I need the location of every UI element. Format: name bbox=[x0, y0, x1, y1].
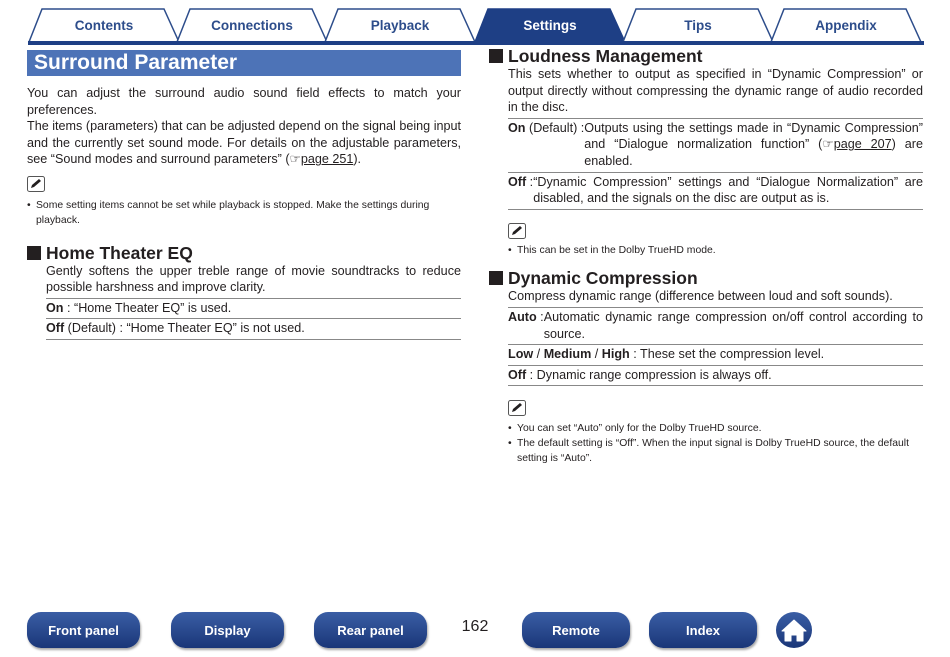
note-text: The default setting is “Off”. When the input signal is Dolby TrueHD source, the default setting is “Auto”. bbox=[517, 437, 909, 464]
tab-bar bbox=[28, 8, 924, 44]
note-item bbox=[508, 436, 923, 466]
option-label: Off bbox=[508, 174, 527, 189]
section-title: Home Theater EQ bbox=[46, 242, 193, 263]
tab-label: Playback bbox=[370, 18, 430, 33]
option-row-auto bbox=[508, 307, 923, 345]
index-button[interactable]: Index bbox=[649, 612, 757, 648]
tab-appendix[interactable] bbox=[770, 8, 922, 42]
rear-panel-button[interactable]: Rear panel bbox=[314, 612, 427, 648]
square-bullet-icon bbox=[489, 271, 503, 285]
section-description: Gently softens the upper treble range of movie soundtracks to reduce possible harshness and improve clarity. bbox=[46, 263, 461, 295]
section-title: Loudness Management bbox=[508, 46, 703, 66]
square-bullet-icon bbox=[27, 246, 41, 260]
page-number: 162 bbox=[461, 618, 489, 635]
tab-label: Appendix bbox=[815, 18, 877, 33]
section-description: Compress dynamic range (difference between loud and soft sounds). bbox=[508, 289, 893, 304]
intro-paragraph-1: You can adjust the surround audio sound field effects to match your preferences. bbox=[27, 86, 461, 117]
memo-pencil-icon bbox=[27, 176, 45, 192]
tab-label: Connections bbox=[211, 18, 293, 33]
option-text bbox=[584, 120, 923, 170]
tab-playback[interactable] bbox=[324, 8, 476, 42]
slash: / bbox=[533, 347, 544, 362]
section-body bbox=[489, 288, 923, 466]
section-heading-loudness-management bbox=[489, 46, 923, 66]
option-row-levels bbox=[508, 345, 923, 366]
tab-label: Tips bbox=[684, 18, 712, 33]
option-text: (Default) : “Home Theater EQ” is not used. bbox=[64, 321, 305, 336]
display-button[interactable]: Display bbox=[171, 612, 284, 648]
note-text: This can be set in the Dolby TrueHD mode. bbox=[517, 245, 716, 257]
note-item bbox=[508, 243, 923, 258]
option-text: : These set the compression level. bbox=[629, 347, 825, 362]
bullet: • bbox=[27, 199, 31, 211]
intro-text-end: ). bbox=[353, 152, 362, 167]
remote-button[interactable]: Remote bbox=[522, 612, 630, 648]
option-label-medium: Medium bbox=[543, 347, 592, 362]
page-link-207[interactable]: page 207 bbox=[833, 137, 892, 152]
note-item bbox=[27, 198, 461, 228]
bullet: • bbox=[508, 245, 512, 257]
option-label: On bbox=[46, 300, 64, 315]
option-text: Automatic dynamic range compression on/off control according to source. bbox=[543, 309, 923, 341]
option-sep: : bbox=[526, 174, 534, 189]
tab-underline bbox=[28, 41, 924, 45]
option-label-low: Low bbox=[508, 347, 534, 362]
option-row-off bbox=[508, 366, 923, 387]
bullet: • bbox=[508, 422, 512, 434]
note-item bbox=[508, 421, 923, 436]
page-title: Surround Parameter bbox=[27, 50, 461, 76]
tab-label: Contents bbox=[74, 18, 134, 33]
option-text-b: ) are enabled. bbox=[584, 137, 924, 168]
home-icon[interactable] bbox=[774, 611, 814, 649]
section-heading-home-theater-eq bbox=[27, 243, 461, 263]
option-text: : Dynamic range compression is always off. bbox=[526, 367, 772, 382]
memo-pencil-icon bbox=[508, 223, 526, 239]
option-sep: : bbox=[536, 309, 544, 324]
pointer-hand-icon: ☞ bbox=[289, 152, 301, 167]
option-label-group bbox=[508, 174, 533, 207]
section-heading-dynamic-compression bbox=[489, 268, 923, 288]
tab-settings[interactable] bbox=[474, 8, 626, 42]
slash: / bbox=[591, 347, 602, 362]
note-text: You can set “Auto” only for the Dolby TrueHD source. bbox=[517, 422, 762, 434]
option-text: : “Home Theater EQ” is used. bbox=[63, 300, 232, 315]
bullet: • bbox=[508, 437, 512, 449]
option-row-off bbox=[46, 319, 461, 340]
option-text: “Dynamic Compression” settings and “Dialogue Normalization” are disabled, and the signals on the disc are output as is. bbox=[533, 174, 923, 206]
right-column bbox=[489, 46, 923, 466]
note-block bbox=[489, 210, 923, 259]
intro-paragraph-2 bbox=[27, 118, 461, 168]
option-row-on bbox=[508, 118, 923, 173]
option-label-group bbox=[508, 120, 584, 170]
option-label-group bbox=[508, 309, 544, 342]
tab-contents[interactable] bbox=[28, 8, 180, 42]
option-label: Off bbox=[508, 367, 527, 382]
option-label: Off bbox=[46, 321, 65, 336]
section-body bbox=[489, 66, 923, 210]
option-row-off bbox=[508, 173, 923, 210]
pointer-hand-icon: ☞ bbox=[822, 137, 834, 152]
option-label: On bbox=[508, 120, 526, 135]
option-text-a: Outputs using the settings made in “Dynamic Compression” and “Dialogue normalization function” ( bbox=[584, 120, 923, 152]
tab-connections[interactable] bbox=[176, 8, 328, 42]
option-label-high: High bbox=[601, 347, 630, 362]
note-text: Some setting items cannot be set while playback is stopped. Make the settings during playback. bbox=[36, 199, 430, 226]
section-title: Dynamic Compression bbox=[508, 268, 698, 289]
section-description: This sets whether to output as specified in “Dynamic Compression” or output directly without compressing the dynamic range of audio recorded in the disc. bbox=[508, 67, 923, 115]
intro-text: The items (parameters) that can be adjusted depend on the signal being input and the currently set sound mode. For details on the adjustable parameters, see “Sound modes and surround parameters” ( bbox=[27, 119, 461, 167]
memo-pencil-icon bbox=[508, 400, 526, 416]
option-label: Auto bbox=[508, 309, 537, 324]
tab-tips[interactable] bbox=[622, 8, 774, 42]
option-row-on bbox=[46, 298, 461, 320]
left-column bbox=[27, 50, 461, 340]
tab-label: Settings bbox=[523, 18, 577, 33]
page-link-251[interactable]: page 251 bbox=[300, 152, 354, 167]
option-default: (Default) : bbox=[525, 120, 585, 135]
square-bullet-icon bbox=[489, 49, 503, 63]
section-body bbox=[27, 263, 461, 340]
front-panel-button[interactable]: Front panel bbox=[27, 612, 140, 648]
